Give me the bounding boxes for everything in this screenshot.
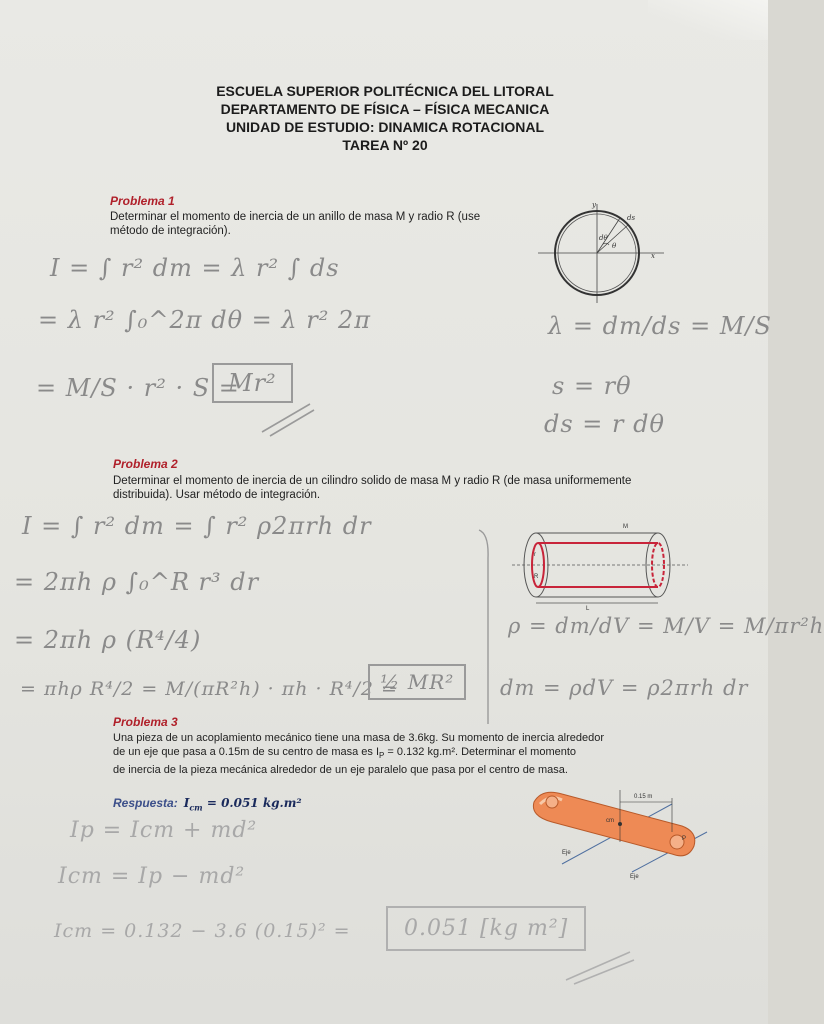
p2-hand-dm: dm = ρdV = ρ2πrh dr — [500, 676, 749, 700]
p1-hand-s: s = rθ — [552, 372, 632, 400]
header-line-3: UNIDAD DE ESTUDIO: DINAMICA ROTACIONAL — [225, 119, 545, 135]
problem-3-title: Problema 3 — [113, 715, 178, 729]
mechanical-part-figure — [522, 782, 712, 882]
problem-2-statement: Determinar el momento de inercia de un cilindro solido de masa M y radio R (de masa uniformemente distribuida). Usar método de integración. — [113, 475, 632, 501]
p2-hand-rho: ρ = dm/dV = M/V = M/πr²h — [508, 614, 824, 638]
p1-hand-line-2: = λ r² ∫₀^2π dθ = λ r² 2π — [38, 306, 371, 334]
document-header — [150, 82, 620, 154]
p1-hand-lambda: λ = dm/ds = M/S — [548, 312, 772, 340]
ring-y-label: y — [592, 201, 596, 209]
paper-fold — [648, 0, 768, 40]
p2-divider-bracket — [475, 528, 495, 728]
p2-hand-line-4: = πhρ R⁴/2 = M/(πR²h) · πh · R⁴/2 = — [20, 678, 398, 700]
ring-ds-label: ds — [627, 214, 636, 222]
problem-1-title: Problema 1 — [110, 194, 175, 208]
problem-3-answer — [113, 796, 302, 812]
p2-hand-line-3: = 2πh ρ (R⁴/4) — [14, 626, 202, 654]
problem-3-line-3: de inercia de la pieza mecánica alrededor de un eje paralelo que pasa por el centro de masa. — [113, 764, 568, 777]
problem-3-line-1: Una pieza de un acoplamiento mecánico tiene una masa de 3.6kg. Su momento de inercia alrededor — [113, 732, 605, 744]
problem-2-title: Problema 2 — [113, 457, 178, 471]
problem-3-statement — [113, 731, 693, 777]
cylinder-l-label: L — [586, 606, 590, 612]
cylinder-m-label: M — [623, 524, 628, 530]
p2-hand-line-2: = 2πh ρ ∫₀^R r³ dr — [14, 568, 260, 596]
answer-label: Respuesta: — [113, 796, 178, 810]
part-distance-label: 0.15 m — [634, 794, 653, 800]
p2-hand-line-1: I = ∫ r² dm = ∫ r² ρ2πrh dr — [22, 512, 372, 540]
header-line-1: ESCUELA SUPERIOR POLITÉCNICA DEL LITORAL — [216, 83, 554, 99]
p3-hand-line-3: Icm = 0.132 − 3.6 (0.15)² = — [54, 920, 351, 942]
p3-underline-strokes — [560, 946, 640, 986]
part-axis-label-2: Eje — [630, 874, 639, 880]
header-line-2: DEPARTAMENTO DE FÍSICA – FÍSICA MECANICA — [220, 101, 550, 117]
p3-hand-line-1: Ip = Icm + md² — [70, 818, 258, 843]
p1-hand-line-3: = M/S · r² · S = — [36, 374, 240, 402]
part-p-label: P — [682, 836, 687, 842]
part-cm-label: cm — [606, 818, 614, 824]
p3-hand-boxed-result: 0.051 [kg m²] — [386, 906, 586, 951]
p3-hand-line-2: Icm = Ip − md² — [58, 864, 246, 889]
cylinder-r-label: r — [534, 552, 536, 558]
answer-value: $I_{cm} = 0.051$ kg.m² — [183, 796, 302, 813]
ring-dtheta-label: dθ — [599, 234, 608, 242]
p1-hand-line-1: I = ∫ r² dm = λ r² ∫ ds — [50, 254, 340, 282]
cylinder-big-r-label: R — [534, 574, 539, 580]
p1-hand-boxed-result: Mr² — [212, 363, 293, 403]
ring-theta-label: θ — [612, 242, 617, 250]
p2-hand-boxed-result: ½ MR² — [368, 664, 466, 700]
header-line-4: TAREA Nº 20 — [342, 137, 428, 153]
problem-3-line-2: de un eje que pasa a 0.15m de su centro de masa es $I_P = 0.132$ kg.m². Determinar el momento — [113, 746, 577, 761]
ring-figure — [532, 198, 672, 308]
problem-1-statement: Determinar el momento de inercia de un anillo de masa M y radio R (use método de integración). — [110, 211, 481, 237]
ring-x-label: x — [651, 252, 655, 260]
p1-underline-strokes — [258, 400, 318, 440]
part-axis-label-1: Eje — [562, 850, 571, 856]
cylinder-figure — [508, 518, 693, 613]
p1-hand-ds: ds = r dθ — [544, 410, 665, 438]
